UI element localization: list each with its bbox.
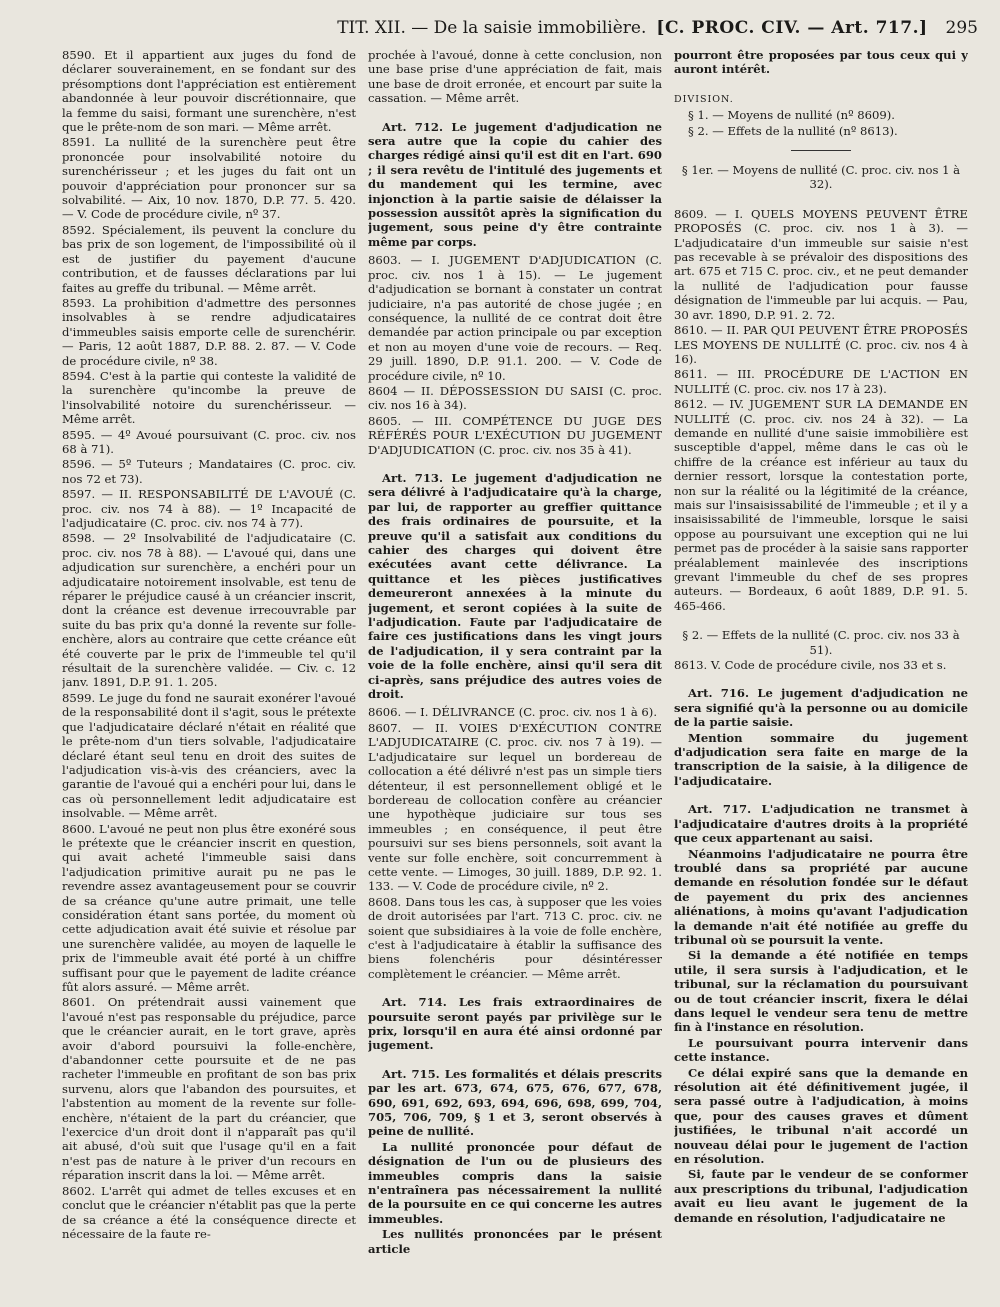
article-715-text-2: La nullité prononcée pour défaut de désignation de l'un ou de plusieurs des immeubles compris dans la saisie n'entraînera pas nécessairement la nullité de la poursuite en ce qui concerne les autres immeubles.	[368, 1139, 662, 1226]
page-header	[62, 18, 978, 48]
article-713-text: Art. 713. Le jugement d'adjudication ne sera délivré à l'adjudicataire qu'à la charge, par lui, de rapporter au greffier quittance des frais ordinaires de poursuite, et la preuve qu'il a satisfait aux conditions du cahier des charges qui doivent être exécutées avant cette délivrance. La quittance et les pièces justificatives demeureront annexées à la minute du jugement, et seront copiées à la suite de l'adjudication. Faute par l'adjudicataire de faire ces justifications dans les vingt jours de l'adjudication, il y sera contraint par la voie de la folle enchère, ainsi qu'il sera dit ci-après, sans préjudice des autres voies de droit.	[368, 470, 662, 702]
article-713	[368, 471, 662, 702]
paragraph-8592: 8592. Spécialement, ils peuvent la conclure du bas prix de son logement, de l'impossibilité où il est de justifier du payement d'aucune contribution, et de fausses déclarations par lui faites au greffe du tribunal. — Même arrêt.	[62, 222, 356, 295]
paragraph-8600: 8600. L'avoué ne peut non plus être exonéré sous le prétexte que le créancier inscrit en question, qui avait acheté l'immeuble saisi dans l'adjudication primitive aurait pu ne pas le revendre assez avantageusement pour se couvrir de sa créance qu'une autre primait, une telle considération étant sans portée, du moment où cette adjudication avait été suivie et résolue par une surenchère validée, au moyen de laquelle le prix de l'immeuble avait été porté à un chiffre suffisant pour que le payement de ladite créance fût alors assuré. — Même arrêt.	[62, 821, 356, 994]
paragraph-8598: 8598. — 2º Insolvabilité de l'adjudicataire (C. proc. civ. nos 78 à 88). — L'avoué qui, dans une adjudication sur surenchère, a enchéri pour un adjudicataire notoirement insolvable, est tenu de réparer le préjudice causé à un créancier inscrit, dont la créance est devenue irrecouvrable par suite du bas prix qu'a donné la revente sur folle-enchère, alors au contraire que cette créance eût été couverte par le prix de l'immeuble tel qu'il résultait de la surenchère validée. — Civ. c. 12 janv. 1891, D.P. 91. 1. 205.	[62, 531, 356, 690]
paragraph-8605: 8605. — III. COMPÉTENCE DU JUGE DES RÉFÉRÉS POUR L'EXÉCUTION DU JUGEMENT D'ADJUDICATION (C. proc. civ. nos 35 à 41).	[368, 413, 662, 457]
spacer	[674, 614, 968, 628]
paragraph-8594: 8594. C'est à la partie qui conteste la validité de la surenchère qu'incombe la preuve de l'insolvabilité notoire du surenchérisseur. — Même arrêt.	[62, 368, 356, 427]
column-middle	[368, 48, 662, 1298]
column-right	[674, 48, 968, 1298]
paragraph-8612: 8612. — IV. JUGEMENT SUR LA DEMANDE EN NULLITÉ (C. proc. civ. nos 24 à 32). — La demande en nullité d'une saisie immobilière est susceptible d'appel, même dans le cas où le chiffre de la créance est inférieur au taux du dernier ressort, lorsque la contestation porte, non sur la réalité ou la légitimité de la créance, mais sur l'insaisissabilité de l'immeuble ; et il y a insaisissabilité de l'immeuble, lorsque le saisi oppose au poursuivant une exception qui ne lui permet pas de procéder à la saisie sans rapporter préalablement mainlevée des inscriptions grevant l'immeuble du chef de ses propres auteurs. — Bordeaux, 6 août 1889, D.P. 91. 5. 465-466.	[674, 397, 968, 613]
division-item-1: § 1. — Moyens de nullité (nº 8609).	[688, 108, 895, 123]
article-716-text-1: Art. 716. Le jugement d'adjudication ne sera signifié qu'à la personne ou au domicile de la partie saisie.	[674, 686, 968, 730]
article-715-continued: pourront être proposées par tous ceux qui y auront intérêt.	[674, 48, 968, 77]
section-divider	[791, 150, 851, 151]
paragraph-8591: 8591. La nullité de la surenchère peut être prononcée pour insolvabilité notoire du surenchérisseur ; et les juges du fait ont un pouvoir d'appréciation pour prononcer sur sa solvabilité. — Aix, 10 nov. 1870, D.P. 77. 5. 420. — V. Code de procédure civile, nº 37.	[62, 135, 356, 222]
paragraph-8599: 8599. Le juge du fond ne saurait exonérer l'avoué de la responsabilité dont il s'agit, sous le prétexte que l'adjudicataire déclaré n'était en réalité que le prête-nom d'un tiers solvable, l'adjudicataire déclaré étant seul tenu en droit des suites de l'adjudication vis-à-vis des créanciers, avec la garantie de l'avoué qui a enchéri pour lui, dans le cas où personnellement ledit adjudicataire est insolvable. — Même arrêt.	[62, 690, 356, 821]
paragraph-8611: 8611. — III. PROCÉDURE DE L'ACTION EN NULLITÉ (C. proc. civ. nos 17 à 23).	[674, 367, 968, 396]
paragraph-8603: 8603. — I. JUGEMENT D'ADJUDICATION (C. proc. civ. nos 1 à 15). — Le jugement d'adjudication se bornant à constater un contrat judiciaire, n'a pas autorité de chose jugée ; en conséquence, la nullité de ce contrat doit être demandée par action principale ou par exception et non au moyen d'une voie de recours. — Req. 29 juill. 1890, D.P. 91.1. 200. — V. Code de procédure civile, nº 10.	[368, 253, 662, 383]
paragraph-8595: 8595. — 4º Avoué poursuivant (C. proc. civ. nos 68 à 71).	[62, 427, 356, 456]
column-left	[62, 48, 356, 1298]
division-item-2: § 2. — Effets de la nullité (nº 8613).	[688, 123, 898, 138]
page-number: 295	[945, 18, 978, 38]
article-717-text-5: Ce délai expiré sans que la demande en résolution ait été définitivement jugée, il sera passé outre à l'adjudication, à moins que, pour des causes graves et dûment justifiées, le tribunal n'ait accordé un nouveau délai pour le jugement de l'action en résolution.	[674, 1065, 968, 1167]
paragraph-8606: 8606. — I. DÉLIVRANCE (C. proc. civ. nos 1 à 6).	[368, 705, 658, 720]
spacer	[674, 193, 968, 207]
paragraph-8601: 8601. On prétendrait aussi vainement que l'avoué n'est pas responsable du préjudice, parce que le créancier aurait, en le tort grave, après avoir d'abord poursuivi la folle-enchère, d'abandonner cette poursuite et de ne pas racheter l'immeuble en profitant de son bas prix survenu, alors que l'abandon des poursuites, et l'abstention au moment de la revente sur folle-enchère, n'étaient de la part du créancier, que l'exercice d'un droit dont il n'apparaît pas qu'il ait abusé, d'où suit que l'usage qu'il en a fait n'est pas de nature à le priver d'un recours en réparation inscrit dans la loi. — Même arrêt.	[62, 995, 356, 1183]
running-title: TIT. XII. — De la saisie immobilière.	[337, 18, 647, 38]
article-714-text: Art. 714. Les frais extraordinaires de poursuite seront payés par privilège sur le prix, lorsqu'il en aura été ainsi ordonné par jugement.	[368, 995, 662, 1053]
code-reference: [C. PROC. CIV. — Art. 717.]	[656, 18, 928, 38]
paragraph-8590: 8590. Et il appartient aux juges du fond de déclarer souverainement, en se fondant sur des présomptions dont l'appréciation est entièrement abandonnée à leur pouvoir discrétionnaire, que la femme du saisi, formant une surenchère, n'est que le prête-nom de son mari. — Même arrêt.	[62, 48, 356, 135]
paragraph-8597: 8597. — II. RESPONSABILITÉ DE L'AVOUÉ (C. proc. civ. nos 74 à 88). — 1º Incapacité de l'adjudicataire (C. proc. civ. nos 74 à 77).	[62, 487, 356, 530]
section-1-heading: § 1er. — Moyens de nullité (C. proc. civ. nos 1 à 32).	[681, 163, 961, 192]
article-715	[368, 1067, 662, 1256]
article-717-text-6: Si, faute par le vendeur de se conformer aux prescriptions du tribunal, l'adjudication avait eu lieu avant le jugement de la demande en résolution, l'adjudicataire ne	[674, 1167, 968, 1225]
paragraph-8602-continued: prochée à l'avoué, donne à cette conclusion, non une base prise d'une appréciation de fait, mais une base de droit erronée, et encourt par suite la cassation. — Même arrêt.	[368, 48, 662, 106]
article-712-text: Art. 712. Le jugement d'adjudication ne sera autre que la copie du cahier des charges rédigé ainsi qu'il est dit en l'art. 690 ; il sera revêtu de l'intitulé des jugements et du mandement qui les termine, avec injonction à la partie saisie de délaisser la possession aussitôt après la signification du jugement, sous peine d'y être contrainte même par corps.	[368, 119, 662, 249]
article-717-text-2: Néanmoins l'adjudicataire ne pourra être troublé dans sa propriété par aucune demande en résolution fondée sur le défaut de payement du prix des anciennes aliénations, à moins qu'avant l'adjudication la demande n'ait été notifiée au greffe du tribunal où se poursuit la vente.	[674, 846, 968, 947]
article-717-text-3: Si la demande a été notifiée en temps utile, il sera sursis à l'adjudication, et le tribunal, sur la réclamation du poursuivant ou de tout créancier inscrit, fixera le délai dans lequel le vendeur sera tenu de mettre fin à l'instance en résolution.	[674, 948, 968, 1035]
paragraph-8596: 8596. — 5º Tuteurs ; Mandataires (C. proc. civ. nos 72 et 73).	[62, 457, 356, 486]
paragraph-8610: 8610. — II. PAR QUI PEUVENT ÊTRE PROPOSÉS LES MOYENS DE NULLITÉ (C. proc. civ. nos 4 à 16).	[674, 323, 968, 366]
article-717-text-1: Art. 717. L'adjudication ne transmet à l'adjudicataire d'autres droits à la propriété que ceux appartenant au saisi.	[674, 802, 968, 846]
paragraph-8593: 8593. La prohibition d'admettre des personnes insolvables à se rendre adjudicataires d'immeubles saisis emporte celle de surenchérir. — Paris, 12 août 1887, D.P. 88. 2. 87. — V. Code de procédure civile, nº 38.	[62, 295, 356, 368]
paragraph-8609: 8609. — I. QUELS MOYENS PEUVENT ÊTRE PROPOSÉS (C. proc. civ. nos 1 à 3). — L'adjudicataire d'un immeuble sur saisie n'est pas recevable à se prévaloir des dispositions des art. 675 et 715 C. proc. civ., et ne peut demander la nullité de l'adjudication pour fausse désignation de l'immeuble par lui acquis. — Pau, 30 avr. 1890, D.P. 91. 2. 72.	[674, 206, 968, 322]
section-2-heading: § 2. — Effets de la nullité (C. proc. civ. nos 33 à 51).	[682, 628, 960, 657]
article-715-text-3: Les nullités prononcées par le présent article	[368, 1227, 662, 1256]
article-717-text-4: Le poursuivant pourra intervenir dans cette instance.	[674, 1035, 968, 1065]
paragraph-8613: 8613. V. Code de procédure civile, nos 33 et s.	[674, 658, 947, 673]
paragraph-8602: 8602. L'arrêt qui admet de telles excuses et en conclut que le créancier n'établit pas que la perte de sa créance a été la conséquence directe et nécessaire de la faute re-	[62, 1183, 356, 1241]
article-715-text-1: Art. 715. Les formalités et délais prescrits par les art. 673, 674, 675, 676, 677, 678, 690, 691, 692, 693, 694, 696, 698, 699, 704, 705, 706, 709, § 1 et 3, seront observés à peine de nullité.	[368, 1066, 662, 1139]
text-columns	[62, 48, 978, 1298]
article-716-text-2: Mention sommaire du jugement d'adjudication sera faite en marge de la transcription de la saisie, à la diligence de l'adjudicataire.	[674, 730, 968, 788]
paragraph-8604: 8604 — II. DÉPOSSESSION DU SAISI (C. proc. civ. nos 16 à 34).	[368, 383, 662, 413]
paragraph-8608: 8608. Dans tous les cas, à supposer que les voies de droit autorisées par l'art. 713 C. proc. civ. ne soient que subsidiaires à la voie de folle enchère, c'est à l'adjudicataire à établir la suffisance des biens folenchéris pour désintéresser complètement le créancier. — Même arrêt.	[368, 894, 662, 981]
article-717	[674, 802, 968, 1225]
article-712	[368, 120, 662, 250]
article-716	[674, 686, 968, 788]
article-714	[368, 995, 662, 1053]
paragraph-8607: 8607. — II. VOIES D'EXÉCUTION CONTRE L'ADJUDICATAIRE (C. proc. civ. nos 7 à 19). — L'adjudicataire sur lequel un bordereau de collocation a été délivré n'est pas un simple tiers détenteur, il est personnellement obligé et le bordereau de collocation confère au créancier une hypothèque judiciaire sur tous ses immeubles ; en conséquence, il peut être poursuivi sur ses biens personnels, soit avant la vente sur folle enchère, soit concurremment à cette vente. — Limoges, 30 juill. 1889, D.P. 92. 1. 133. — V. Code de procédure civile, nº 2.	[368, 720, 662, 894]
division-title: DIVISION.	[674, 93, 734, 105]
